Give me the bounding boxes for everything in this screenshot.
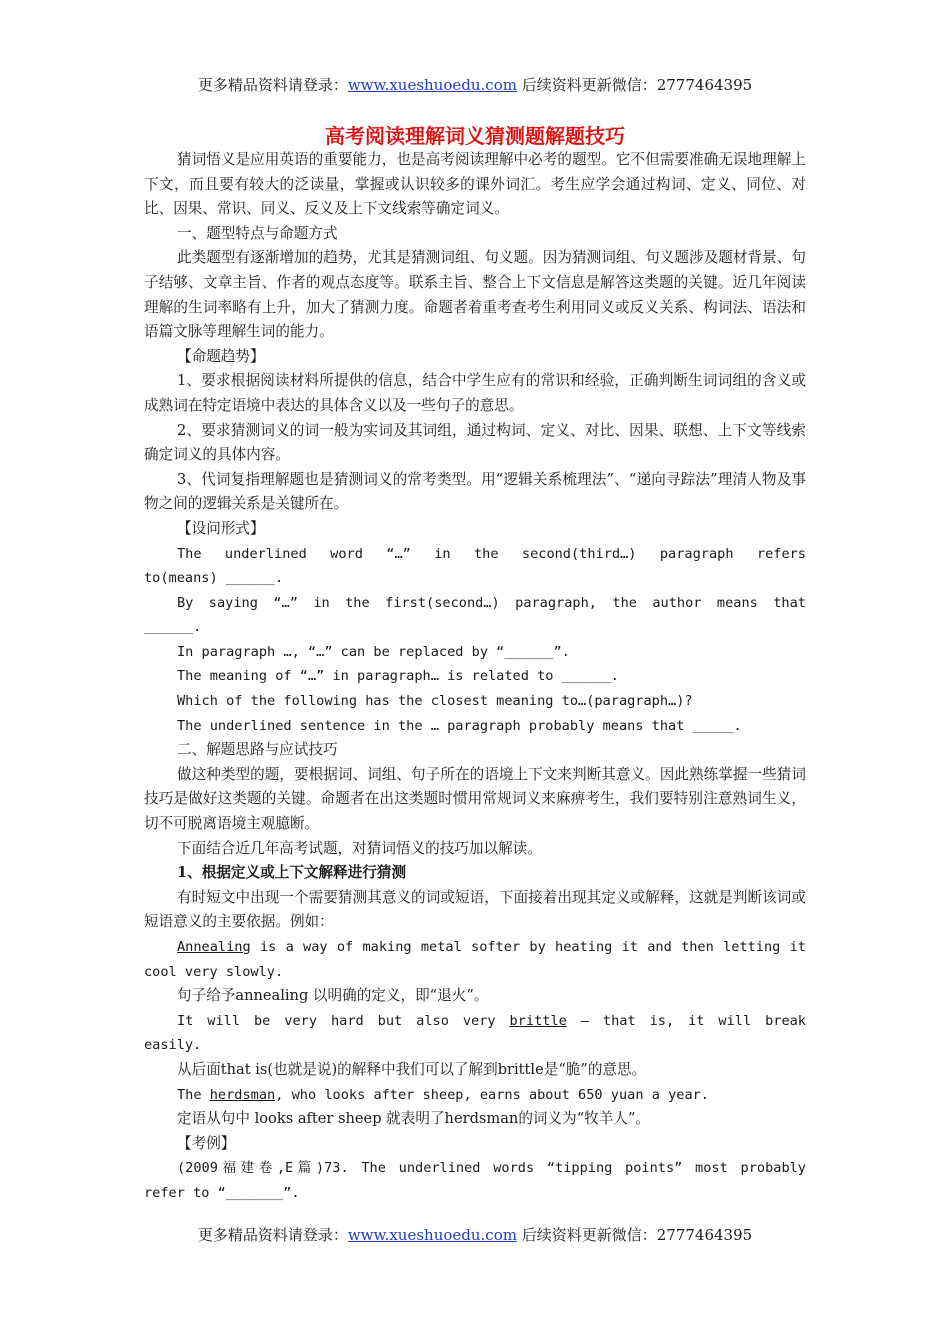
exam-example-1a: (2009福建卷,E篇)73. The underlined words “tipping points” most probably: [177, 1160, 806, 1177]
question-form-1a: The underlined word “…” in the second(third…) paragraph refers: [177, 545, 806, 562]
question-form-1b: to(means) ______.: [144, 570, 284, 587]
trend-item-2: 2、要求猜测词义的词一般为实词及其词组，通过构词、定义、对比、因果、联想、上下文等线索确定词义的具体内容。: [144, 421, 806, 464]
question-form-5: Which of the following has the closest meaning to…(paragraph…)?: [177, 693, 693, 710]
intro-paragraph: 猜词悟义是应用英语的重要能力，也是高考阅读理解中必考的题型。它不但需要准确无误地理解上下文，而且要有较大的泛读量，掌握或认识较多的课外词汇。考生应学会通过构词、定义、同位、对比、因果、常识、同义、反义及上下文线索等确定词义。: [144, 151, 806, 218]
footer-link[interactable]: www.xueshuoedu.com: [347, 1226, 517, 1244]
header-suffix: 后续资料更新微信：2777464395: [516, 76, 753, 94]
section-2-paragraph: 做这种类型的题，要根据词、词组、句子所在的语境上下文来判断其意义。因此熟练掌握一些猜词技巧是做好这类题的关键。命题者在出这类题时惯用常规词义来麻痹考生，我们要特别注意熟词生义，切不可脱离语境主观臆断。: [144, 765, 806, 833]
exam-example-heading: 【考例】: [177, 1134, 236, 1152]
header-link[interactable]: www.xueshuoedu.com: [347, 76, 517, 94]
footer-prefix: 更多精品资料请登录：: [197, 1226, 348, 1244]
comment-2: 从后面that is(也就是说)的解释中我们可以了解到brittle是“脆”的意思。: [177, 1060, 647, 1078]
page-footer: [0, 1224, 950, 1245]
underlined-word-annealing: Annealing: [177, 939, 251, 955]
trend-heading: 【命题趋势】: [177, 347, 265, 365]
section-heading-1: 一、题型特点与命题方式: [177, 224, 338, 242]
section-heading-2: 二、解题思路与应试技巧: [177, 741, 338, 759]
example-2a: It will be very hard but also very brittle — that is, it will break: [177, 1012, 806, 1029]
comment-1: 句子给予annealing 以明确的定义，即“退火”。: [177, 987, 489, 1005]
technique-1-paragraph: 有时短文中出现一个需要猜测其意义的词或短语，下面接着出现其定义或解释，这就是判断该词或短语意义的主要依据。例如：: [144, 888, 806, 931]
exam-example-1b: refer to “_______”.: [144, 1184, 300, 1201]
question-form-6: The underlined sentence in the … paragraph probably means that _____.: [177, 717, 742, 734]
example-1b: cool very slowly.: [144, 963, 284, 980]
document-title: 高考阅读理解词义猜测题解题技巧: [325, 124, 625, 148]
trend-item-3: 3、代词复指理解题也是猜测词义的常考类型。用“逻辑关系梳理法”、“递向寻踪法”理清人物及事物之间的逻辑关系是关键所在。: [144, 470, 806, 513]
section-2-intro: 下面结合近几年高考试题，对猜词悟义的技巧加以解读。: [177, 839, 542, 857]
header-prefix: 更多精品资料请登录：: [197, 76, 348, 94]
question-form-4: The meaning of “…” in paragraph… is related to ______.: [177, 668, 619, 685]
technique-heading-1: 1、根据定义或上下文解释进行猜测: [177, 864, 407, 882]
example-3: The herdsman, who looks after sheep, earns about 650 yuan a year.: [177, 1086, 709, 1103]
document-body: [144, 148, 806, 1206]
example-1a: Annealing is a way of making metal softer by heating it and then letting it: [177, 939, 806, 955]
form-heading: 【设问形式】: [177, 519, 265, 537]
section-1-paragraph: 此类题型有逐渐增加的趋势，尤其是猜测词组、句义题。因为猜测词组、句义题涉及题材背景、句子结够、文章主旨、作者的观点态度等。联系主旨、整合上下文信息是解答这类题的关键。近几年阅读理解的生词率略有上升，加大了猜测力度。命题者着重考查考生利用同义或反义关系、构词法、语法和语篇文脉等理解生词的能力。: [144, 249, 806, 341]
footer-suffix: 后续资料更新微信：2777464395: [516, 1226, 753, 1244]
comment-3: 定语从句中 looks after sheep 就表明了herdsman的词义为“牧羊人”。: [177, 1110, 651, 1128]
page-header: [0, 74, 950, 95]
question-form-3: In paragraph …, “…” can be replaced by “______”.: [177, 643, 570, 660]
question-form-2b: ______.: [144, 619, 202, 636]
example-2b: easily.: [144, 1037, 202, 1054]
underlined-word-brittle: brittle: [509, 1012, 567, 1029]
trend-item-1: 1、要求根据阅读材料所提供的信息，结合中学生应有的常识和经验，正确判断生词词组的含义或成熟词在特定语境中表达的具体含义以及一些句子的意思。: [144, 372, 806, 414]
underlined-word-herdsman: herdsman: [209, 1086, 276, 1103]
question-form-2a: By saying “…” in the first(second…) paragraph, the author means that: [177, 594, 806, 611]
